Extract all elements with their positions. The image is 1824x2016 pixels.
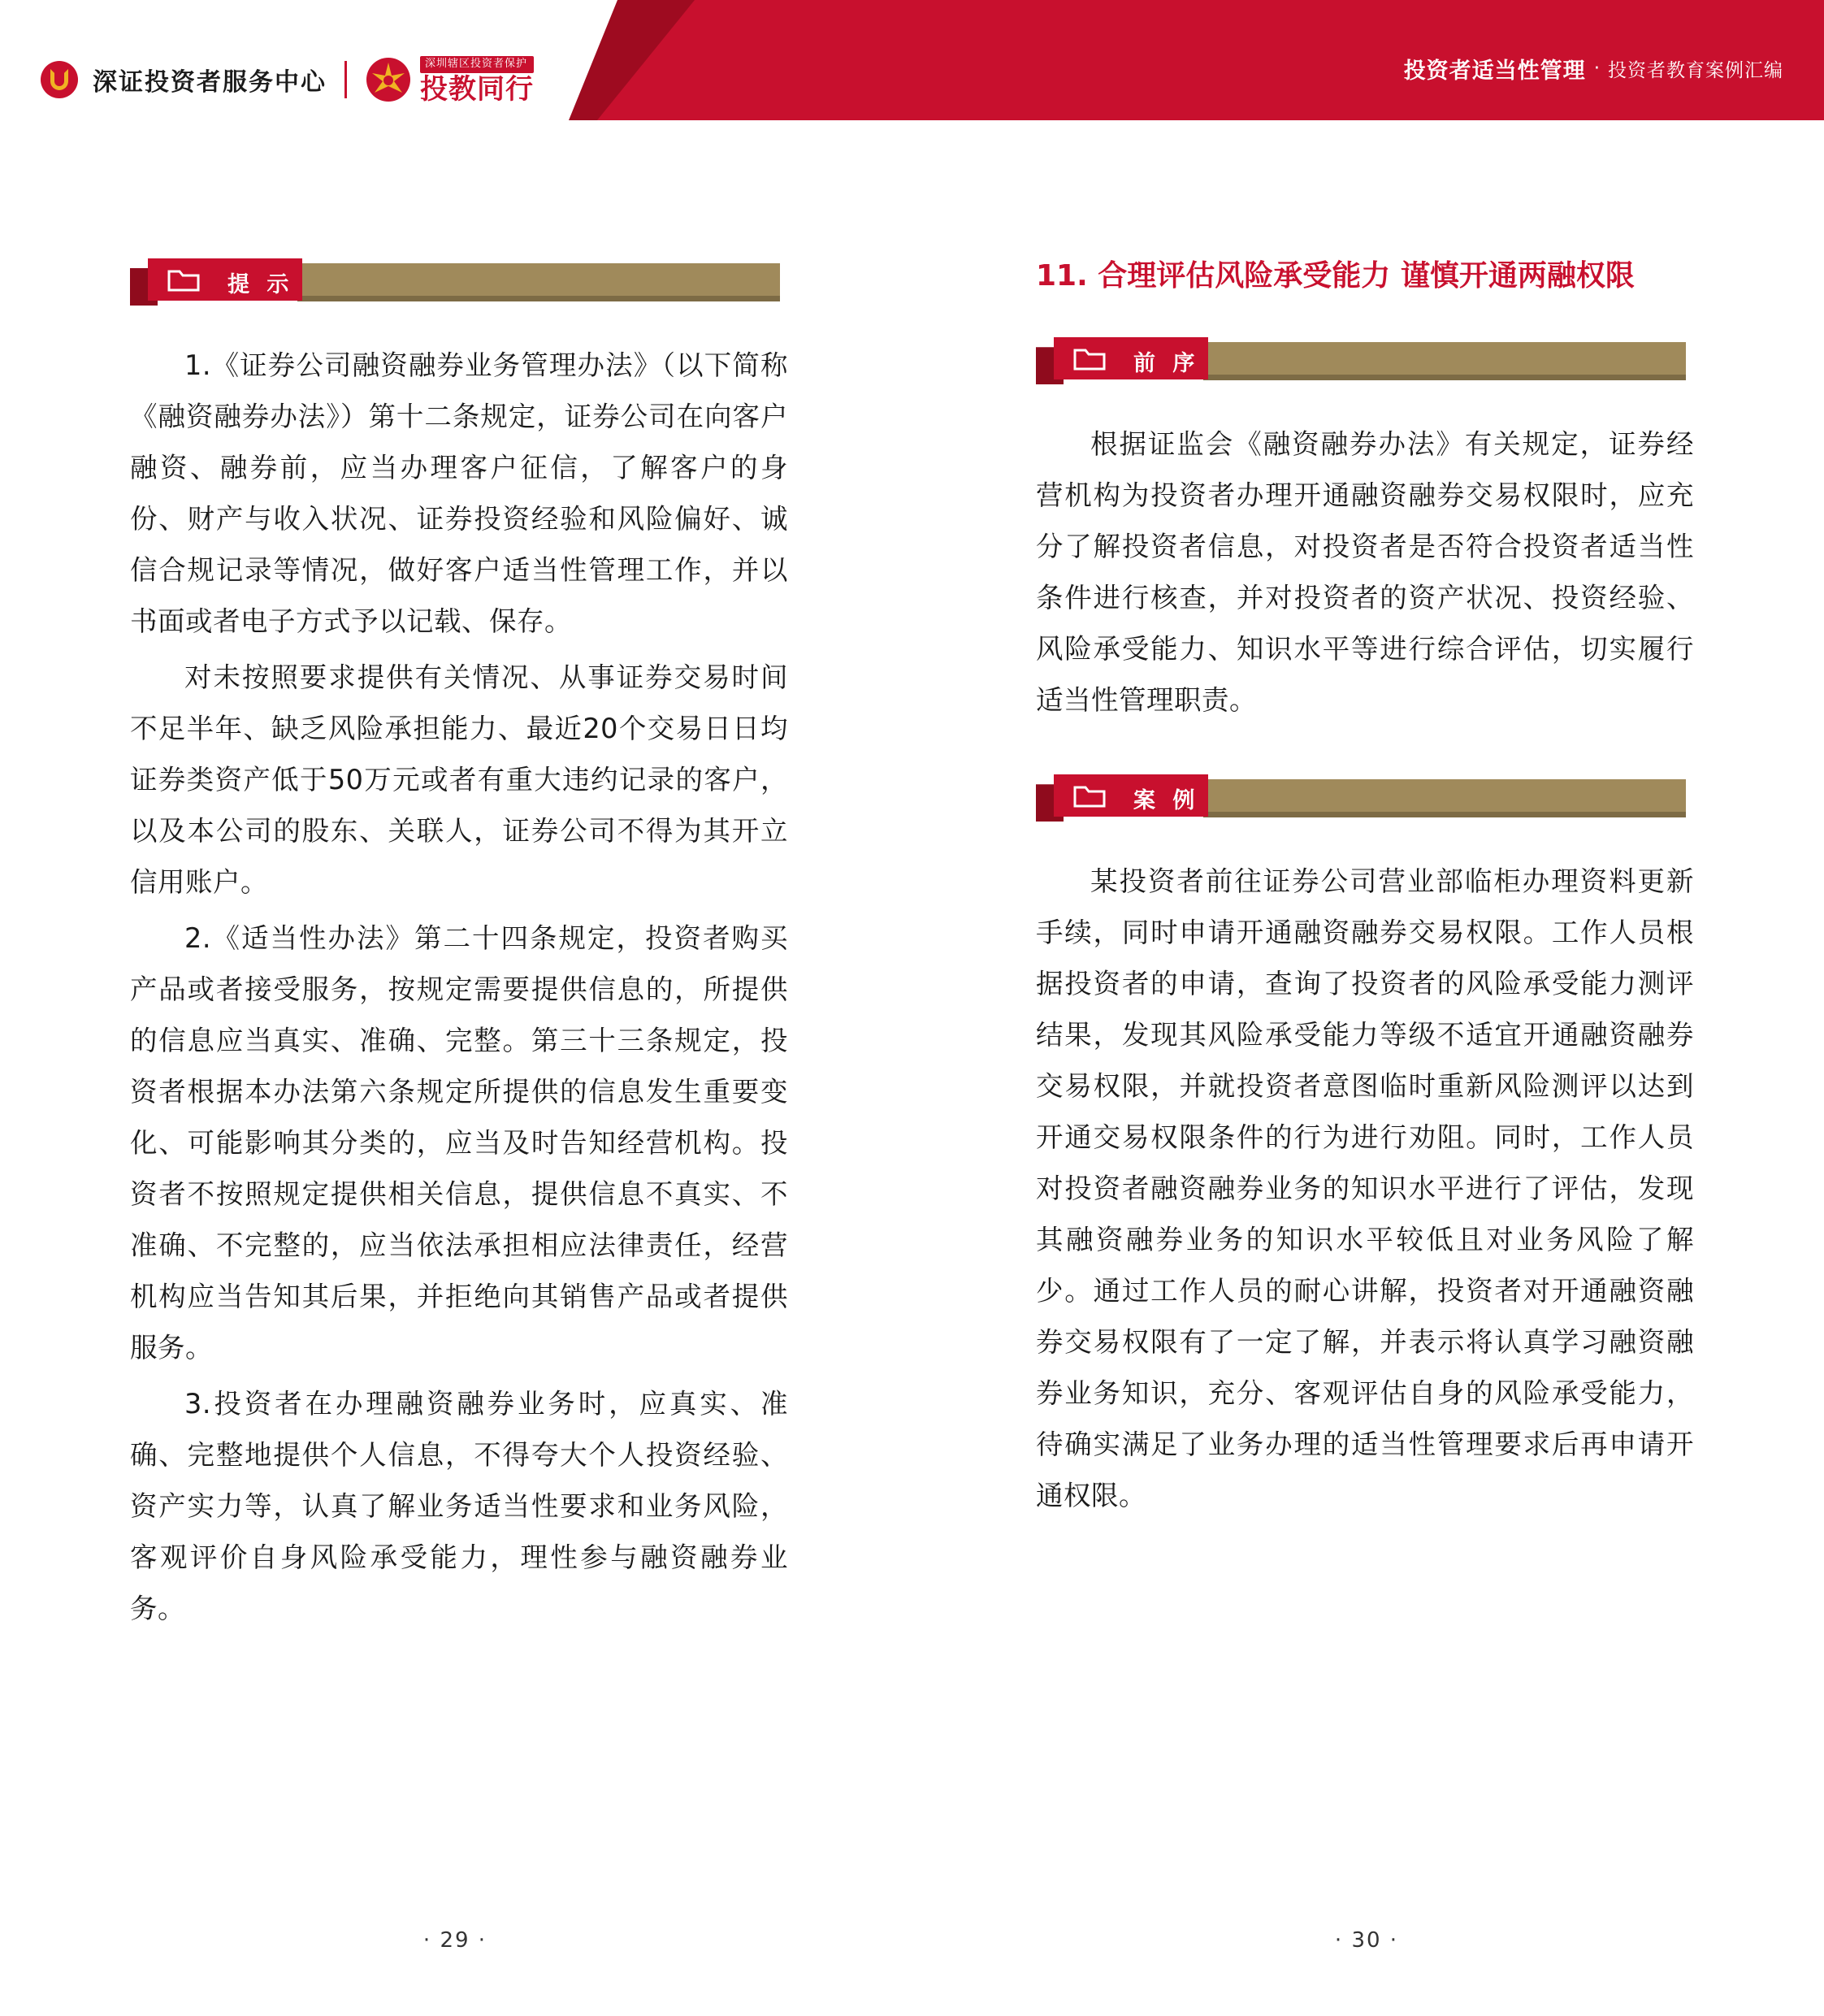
banner-bar [292, 263, 780, 296]
header-subtitle: 投资者教育案例汇编 [1608, 59, 1783, 81]
paragraph: 某投资者前往证券公司营业部临柜办理资料更新手续，同时申请开通融资融券交易权限。工作人员根据投资者的申请，查询了投资者的风险承受能力测评结果，发现其风险承受能力等级不适宜开通融资融券交易权限，并就投资者意图临时重新风险测评以达到开通交易权限条件的行为进行劝阻。同时，工作人员对投资者融资融券业务的知识水平进行了评估，发现其融资融券业务的知识水平较低且对业务风险了解少。通过工作人员的耐心讲解，投资者对开通融资融券交易权限有了一定了解，并表示将认真学习融资融券业务知识，充分、客观评估自身的风险承受能力，待确实满足了业务办理的适当性管理要求后再申请开通权限。 [1036, 865, 1694, 1512]
banner-bar-shadow [297, 296, 780, 301]
banner-bar-shadow [1203, 375, 1686, 380]
section-banner-case [1036, 774, 1686, 822]
section-banner-preface [1036, 337, 1686, 384]
banner-bar-shadow [1203, 812, 1686, 817]
star-burst-icon [365, 56, 412, 103]
paragraph: 根据证监会《融资融券办法》有关规定，证券经营机构为投资者办理开通融资融券交易权限时，应充分了解投资者信息，对投资者是否符合投资者适当性条件进行核查，并对投资者的资产状况、投资经验、风险承受能力、知识水平等进行综合评估，切实履行适当性管理职责。 [1036, 428, 1694, 717]
banner-label: 前 序 [1133, 351, 1200, 377]
header-logo-group [41, 50, 534, 109]
banner-bar [1198, 779, 1686, 812]
page-header [0, 0, 1824, 120]
circle-shield-icon [41, 61, 78, 98]
paragraph: 2.《适当性办法》第二十四条规定，投资者购买产品或者接受服务，按规定需要提供信息的，所提供的信息应当真实、准确、完整。第三十三条规定，投资者根据本办法第六条规定所提供的信息发生重要变化、可能影响其分类的，应当及时告知经营机构。投资者不按照规定提供相关信息，提供信息不真实、不准确、不完整的，应当依法承担相应法律责任，经营机构应当告知其后果，并拒绝向其销售产品或者提供服务。 [130, 922, 788, 1364]
right-page-column [1036, 258, 1694, 1526]
paragraph: 对未按照要求提供有关情况、从事证券交易时间不足半年、缺乏风险承担能力、最近20个交易日日均证券类资产低于50万元或者有重大违约记录的客户，以及本公司的股东、关联人，证券公司不得为其开立信用账户。 [130, 661, 788, 898]
page-number-left: · 29 · [422, 1928, 487, 1953]
logo-divider [344, 61, 347, 98]
section-banner-tips [130, 258, 780, 306]
folder-icon [1073, 783, 1106, 809]
header-topic: 投资者适当性管理 [1403, 58, 1586, 84]
section-spacer [1036, 731, 1694, 774]
paragraph: 1.《证券公司融资融券业务管理办法》（以下简称《融资融券办法》）第十二条规定，证券公司在向客户融资、融券前，应当办理客户征信，了解客户的身份、财产与收入状况、证券投资经验和风险偏好、诚信合规记录等情况，做好客户适当性管理工作，并以书面或者电子方式予以记载、保存。 [130, 349, 788, 637]
badge-title: 投教同行 [420, 72, 534, 106]
header-breadcrumb [1404, 50, 1783, 86]
campaign-badge [365, 56, 534, 106]
page-number-right: · 30 · [1334, 1928, 1399, 1953]
folder-icon [1073, 345, 1106, 371]
banner-label: 提 示 [227, 272, 294, 297]
folder-icon [167, 267, 200, 293]
organization-name: 深证投资者服务中心 [93, 68, 327, 97]
badge-subtitle: 深圳辖区投资者保护 [420, 56, 534, 72]
paragraph: 3.投资者在办理融资融券业务时，应真实、准确、完整地提供个人信息，不得夸大个人投资经验、资产实力等，认真了解业务适当性要求和业务风险，客观评价自身风险承受能力，理性参与融资融券业务。 [130, 1388, 788, 1624]
banner-bar [1198, 342, 1686, 375]
page-title: 11. 合理评估风险承受能力 谨慎开通两融权限 [1036, 259, 1635, 293]
header-separator: · [1593, 58, 1600, 79]
left-page-column [130, 258, 788, 1639]
banner-label: 案 例 [1133, 788, 1200, 814]
page-body [0, 120, 1824, 2016]
